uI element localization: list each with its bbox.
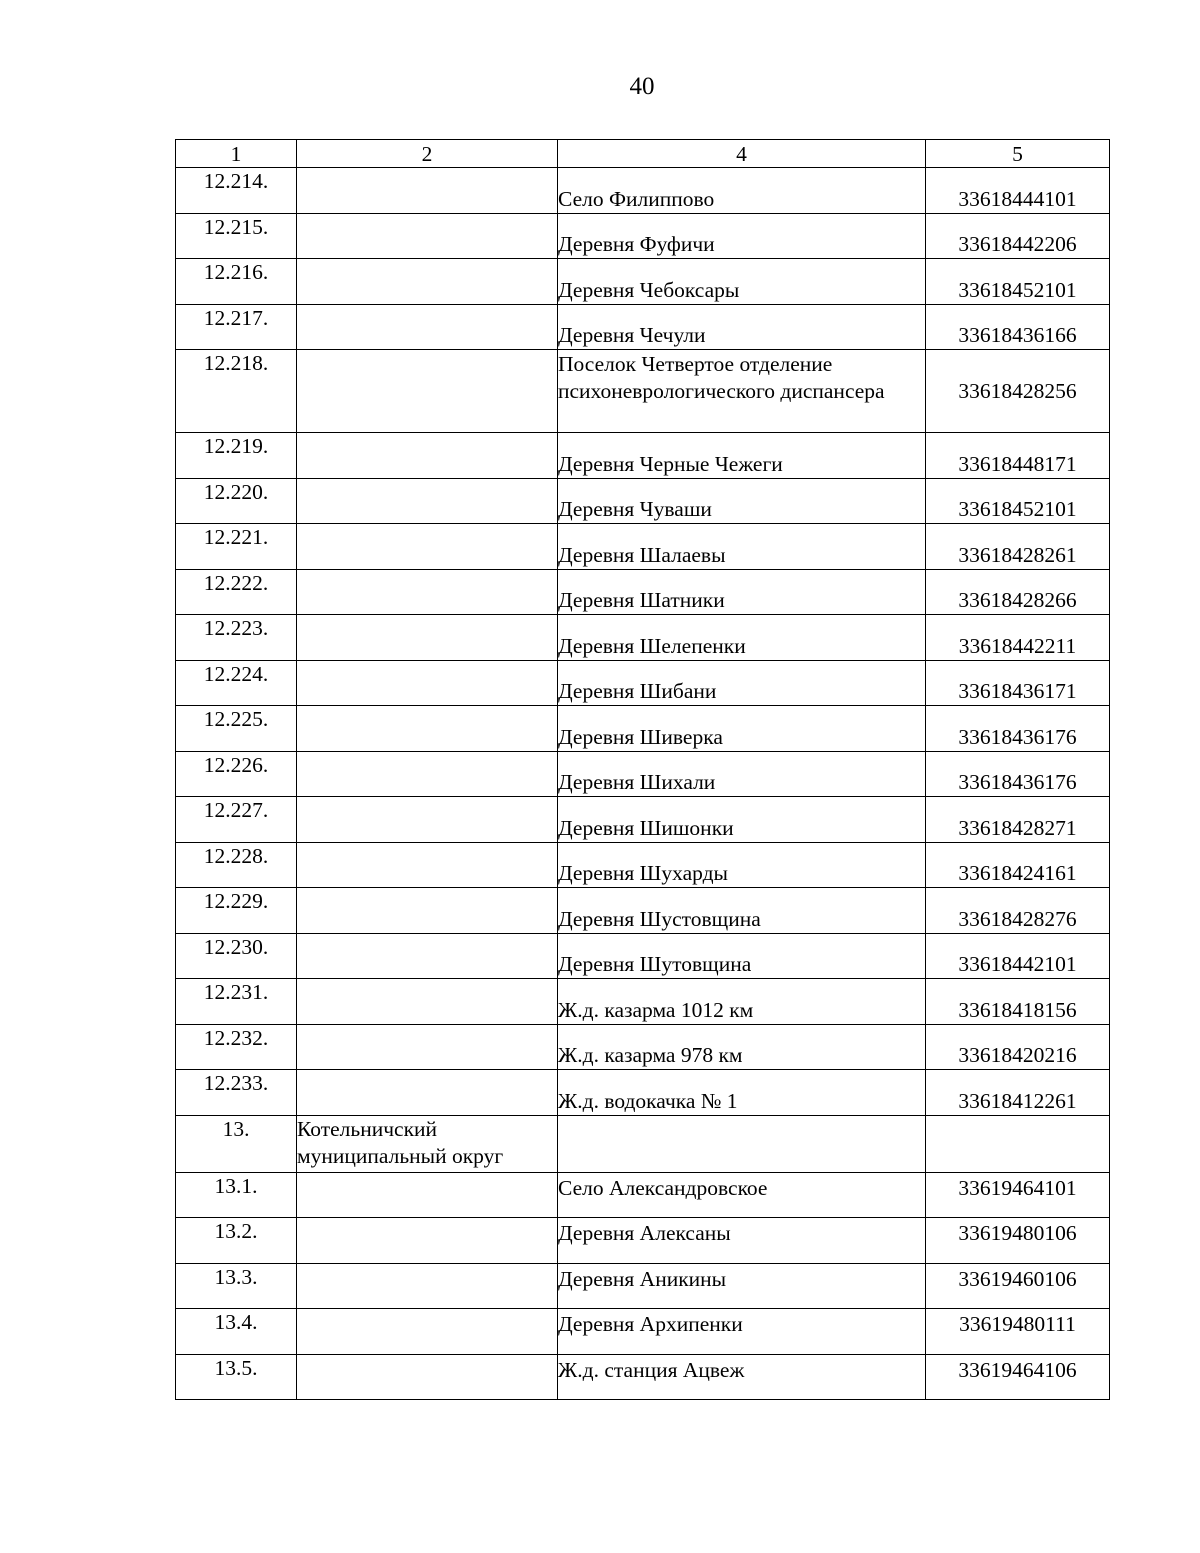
settlement-name-cell: Ж.д. станция Ацвеж xyxy=(558,1354,926,1400)
table-row xyxy=(176,615,1110,661)
header-col-2: 2 xyxy=(297,140,558,168)
table-row xyxy=(176,1218,1110,1264)
settlement-name-cell: Ж.д. казарма 1012 км xyxy=(558,979,926,1025)
oktmo-code-cell: 33619464101 xyxy=(926,1172,1110,1218)
table-row xyxy=(176,524,1110,570)
district-cell xyxy=(297,888,558,934)
oktmo-code-cell: 33619464106 xyxy=(926,1354,1110,1400)
district-cell xyxy=(297,1309,558,1355)
row-number-cell: 12.232. xyxy=(176,1024,297,1070)
settlement-name-cell xyxy=(558,1115,926,1172)
district-cell xyxy=(297,433,558,479)
row-number-cell: 12.230. xyxy=(176,933,297,979)
table-row xyxy=(176,213,1110,259)
row-number-cell: 12.220. xyxy=(176,478,297,524)
oktmo-code-cell: 33618442211 xyxy=(926,615,1110,661)
row-number-cell: 13.2. xyxy=(176,1218,297,1264)
settlement-name-cell: Деревня Архипенки xyxy=(558,1309,926,1355)
header-col-4: 4 xyxy=(558,140,926,168)
settlement-name-cell: Деревня Шихали xyxy=(558,751,926,797)
table-row xyxy=(176,1115,1110,1172)
row-number-cell: 12.221. xyxy=(176,524,297,570)
table-row xyxy=(176,259,1110,305)
table-row xyxy=(176,168,1110,214)
district-cell xyxy=(297,1218,558,1264)
row-number-cell: 12.228. xyxy=(176,842,297,888)
table-row xyxy=(176,350,1110,433)
oktmo-code-cell: 33618428261 xyxy=(926,524,1110,570)
district-cell xyxy=(297,706,558,752)
district-cell xyxy=(297,660,558,706)
settlement-name-cell: Деревня Фуфичи xyxy=(558,213,926,259)
table-row xyxy=(176,797,1110,843)
settlement-name-cell: Деревня Чебоксары xyxy=(558,259,926,305)
header-row xyxy=(176,140,1110,168)
row-number-cell: 13. xyxy=(176,1115,297,1172)
row-number-cell: 12.233. xyxy=(176,1070,297,1116)
row-number-cell: 12.223. xyxy=(176,615,297,661)
table-row xyxy=(176,1172,1110,1218)
district-cell xyxy=(297,168,558,214)
settlements-table xyxy=(175,139,1110,1400)
oktmo-code-cell: 33618412261 xyxy=(926,1070,1110,1116)
district-cell: Котельничский муниципальный округ xyxy=(297,1115,558,1172)
table-row xyxy=(176,478,1110,524)
oktmo-code-cell: 33619480111 xyxy=(926,1309,1110,1355)
oktmo-code-cell: 33618436176 xyxy=(926,751,1110,797)
table-header xyxy=(176,140,1110,168)
row-number-cell: 12.224. xyxy=(176,660,297,706)
oktmo-code-cell: 33618420216 xyxy=(926,1024,1110,1070)
oktmo-code-cell: 33618428266 xyxy=(926,569,1110,615)
table-row xyxy=(176,706,1110,752)
table-row xyxy=(176,842,1110,888)
settlement-name-cell: Деревня Шалаевы xyxy=(558,524,926,570)
table-row xyxy=(176,433,1110,479)
table-row xyxy=(176,1263,1110,1309)
settlement-name-cell: Деревня Шутовщина xyxy=(558,933,926,979)
header-col-5: 5 xyxy=(926,140,1110,168)
district-cell xyxy=(297,524,558,570)
oktmo-code-cell: 33618442206 xyxy=(926,213,1110,259)
settlement-name-cell: Поселок Четвертое отделение психоневрологического диспансера xyxy=(558,350,926,433)
district-cell xyxy=(297,1070,558,1116)
district-cell xyxy=(297,259,558,305)
settlement-name-cell: Деревня Шиверка xyxy=(558,706,926,752)
oktmo-code-cell: 33618436166 xyxy=(926,304,1110,350)
oktmo-code-cell: 33618424161 xyxy=(926,842,1110,888)
header-col-1: 1 xyxy=(176,140,297,168)
row-number-cell: 13.4. xyxy=(176,1309,297,1355)
oktmo-code-cell: 33618452101 xyxy=(926,478,1110,524)
district-cell xyxy=(297,1354,558,1400)
row-number-cell: 13.3. xyxy=(176,1263,297,1309)
district-cell xyxy=(297,797,558,843)
settlement-name-cell: Деревня Шелепенки xyxy=(558,615,926,661)
oktmo-code-cell xyxy=(926,1115,1110,1172)
row-number-cell: 12.222. xyxy=(176,569,297,615)
oktmo-code-cell: 33618444101 xyxy=(926,168,1110,214)
settlement-name-cell: Деревня Шухарды xyxy=(558,842,926,888)
district-cell xyxy=(297,979,558,1025)
table-row xyxy=(176,1070,1110,1116)
row-number-cell: 12.231. xyxy=(176,979,297,1025)
settlement-name-cell: Деревня Чечули xyxy=(558,304,926,350)
settlement-name-cell: Деревня Шустовщина xyxy=(558,888,926,934)
district-cell xyxy=(297,350,558,433)
row-number-cell: 12.227. xyxy=(176,797,297,843)
row-number-cell: 13.1. xyxy=(176,1172,297,1218)
row-number-cell: 12.214. xyxy=(176,168,297,214)
table-row xyxy=(176,751,1110,797)
oktmo-code-cell: 33618436171 xyxy=(926,660,1110,706)
oktmo-code-cell: 33618442101 xyxy=(926,933,1110,979)
settlement-name-cell: Село Александровское xyxy=(558,1172,926,1218)
oktmo-code-cell: 33618452101 xyxy=(926,259,1110,305)
oktmo-code-cell: 33618428276 xyxy=(926,888,1110,934)
settlement-name-cell: Село Филиппово xyxy=(558,168,926,214)
row-number-cell: 12.225. xyxy=(176,706,297,752)
settlement-name-cell: Деревня Аникины xyxy=(558,1263,926,1309)
row-number-cell: 13.5. xyxy=(176,1354,297,1400)
district-cell xyxy=(297,1172,558,1218)
page-number: 40 xyxy=(629,73,655,100)
table-row xyxy=(176,933,1110,979)
row-number-cell: 12.215. xyxy=(176,213,297,259)
table-row xyxy=(176,1354,1110,1400)
settlement-name-cell: Ж.д. казарма 978 км xyxy=(558,1024,926,1070)
row-number-cell: 12.219. xyxy=(176,433,297,479)
oktmo-code-cell: 33618428271 xyxy=(926,797,1110,843)
district-cell xyxy=(297,213,558,259)
settlement-name-cell: Деревня Черные Чежеги xyxy=(558,433,926,479)
district-cell xyxy=(297,1024,558,1070)
oktmo-code-cell: 33619460106 xyxy=(926,1263,1110,1309)
settlement-name-cell: Деревня Алексаны xyxy=(558,1218,926,1264)
settlement-name-cell: Деревня Шибани xyxy=(558,660,926,706)
row-number-cell: 12.218. xyxy=(176,350,297,433)
table-row xyxy=(176,660,1110,706)
oktmo-code-cell: 33618428256 xyxy=(926,350,1110,433)
district-cell xyxy=(297,842,558,888)
district-cell xyxy=(297,569,558,615)
table-row xyxy=(176,304,1110,350)
table-row xyxy=(176,888,1110,934)
district-cell xyxy=(297,304,558,350)
settlement-name-cell: Ж.д. водокачка № 1 xyxy=(558,1070,926,1116)
table-row xyxy=(176,1309,1110,1355)
oktmo-code-cell: 33619480106 xyxy=(926,1218,1110,1264)
table-row xyxy=(176,569,1110,615)
table-row xyxy=(176,1024,1110,1070)
district-cell xyxy=(297,615,558,661)
settlement-name-cell: Деревня Шишонки xyxy=(558,797,926,843)
table-body xyxy=(176,168,1110,1400)
row-number-cell: 12.217. xyxy=(176,304,297,350)
row-number-cell: 12.226. xyxy=(176,751,297,797)
oktmo-code-cell: 33618436176 xyxy=(926,706,1110,752)
district-cell xyxy=(297,478,558,524)
oktmo-code-cell: 33618418156 xyxy=(926,979,1110,1025)
table-row xyxy=(176,979,1110,1025)
district-cell xyxy=(297,1263,558,1309)
row-number-cell: 12.229. xyxy=(176,888,297,934)
district-cell xyxy=(297,751,558,797)
settlement-name-cell: Деревня Чуваши xyxy=(558,478,926,524)
oktmo-code-cell: 33618448171 xyxy=(926,433,1110,479)
settlement-name-cell: Деревня Шатники xyxy=(558,569,926,615)
row-number-cell: 12.216. xyxy=(176,259,297,305)
district-cell xyxy=(297,933,558,979)
